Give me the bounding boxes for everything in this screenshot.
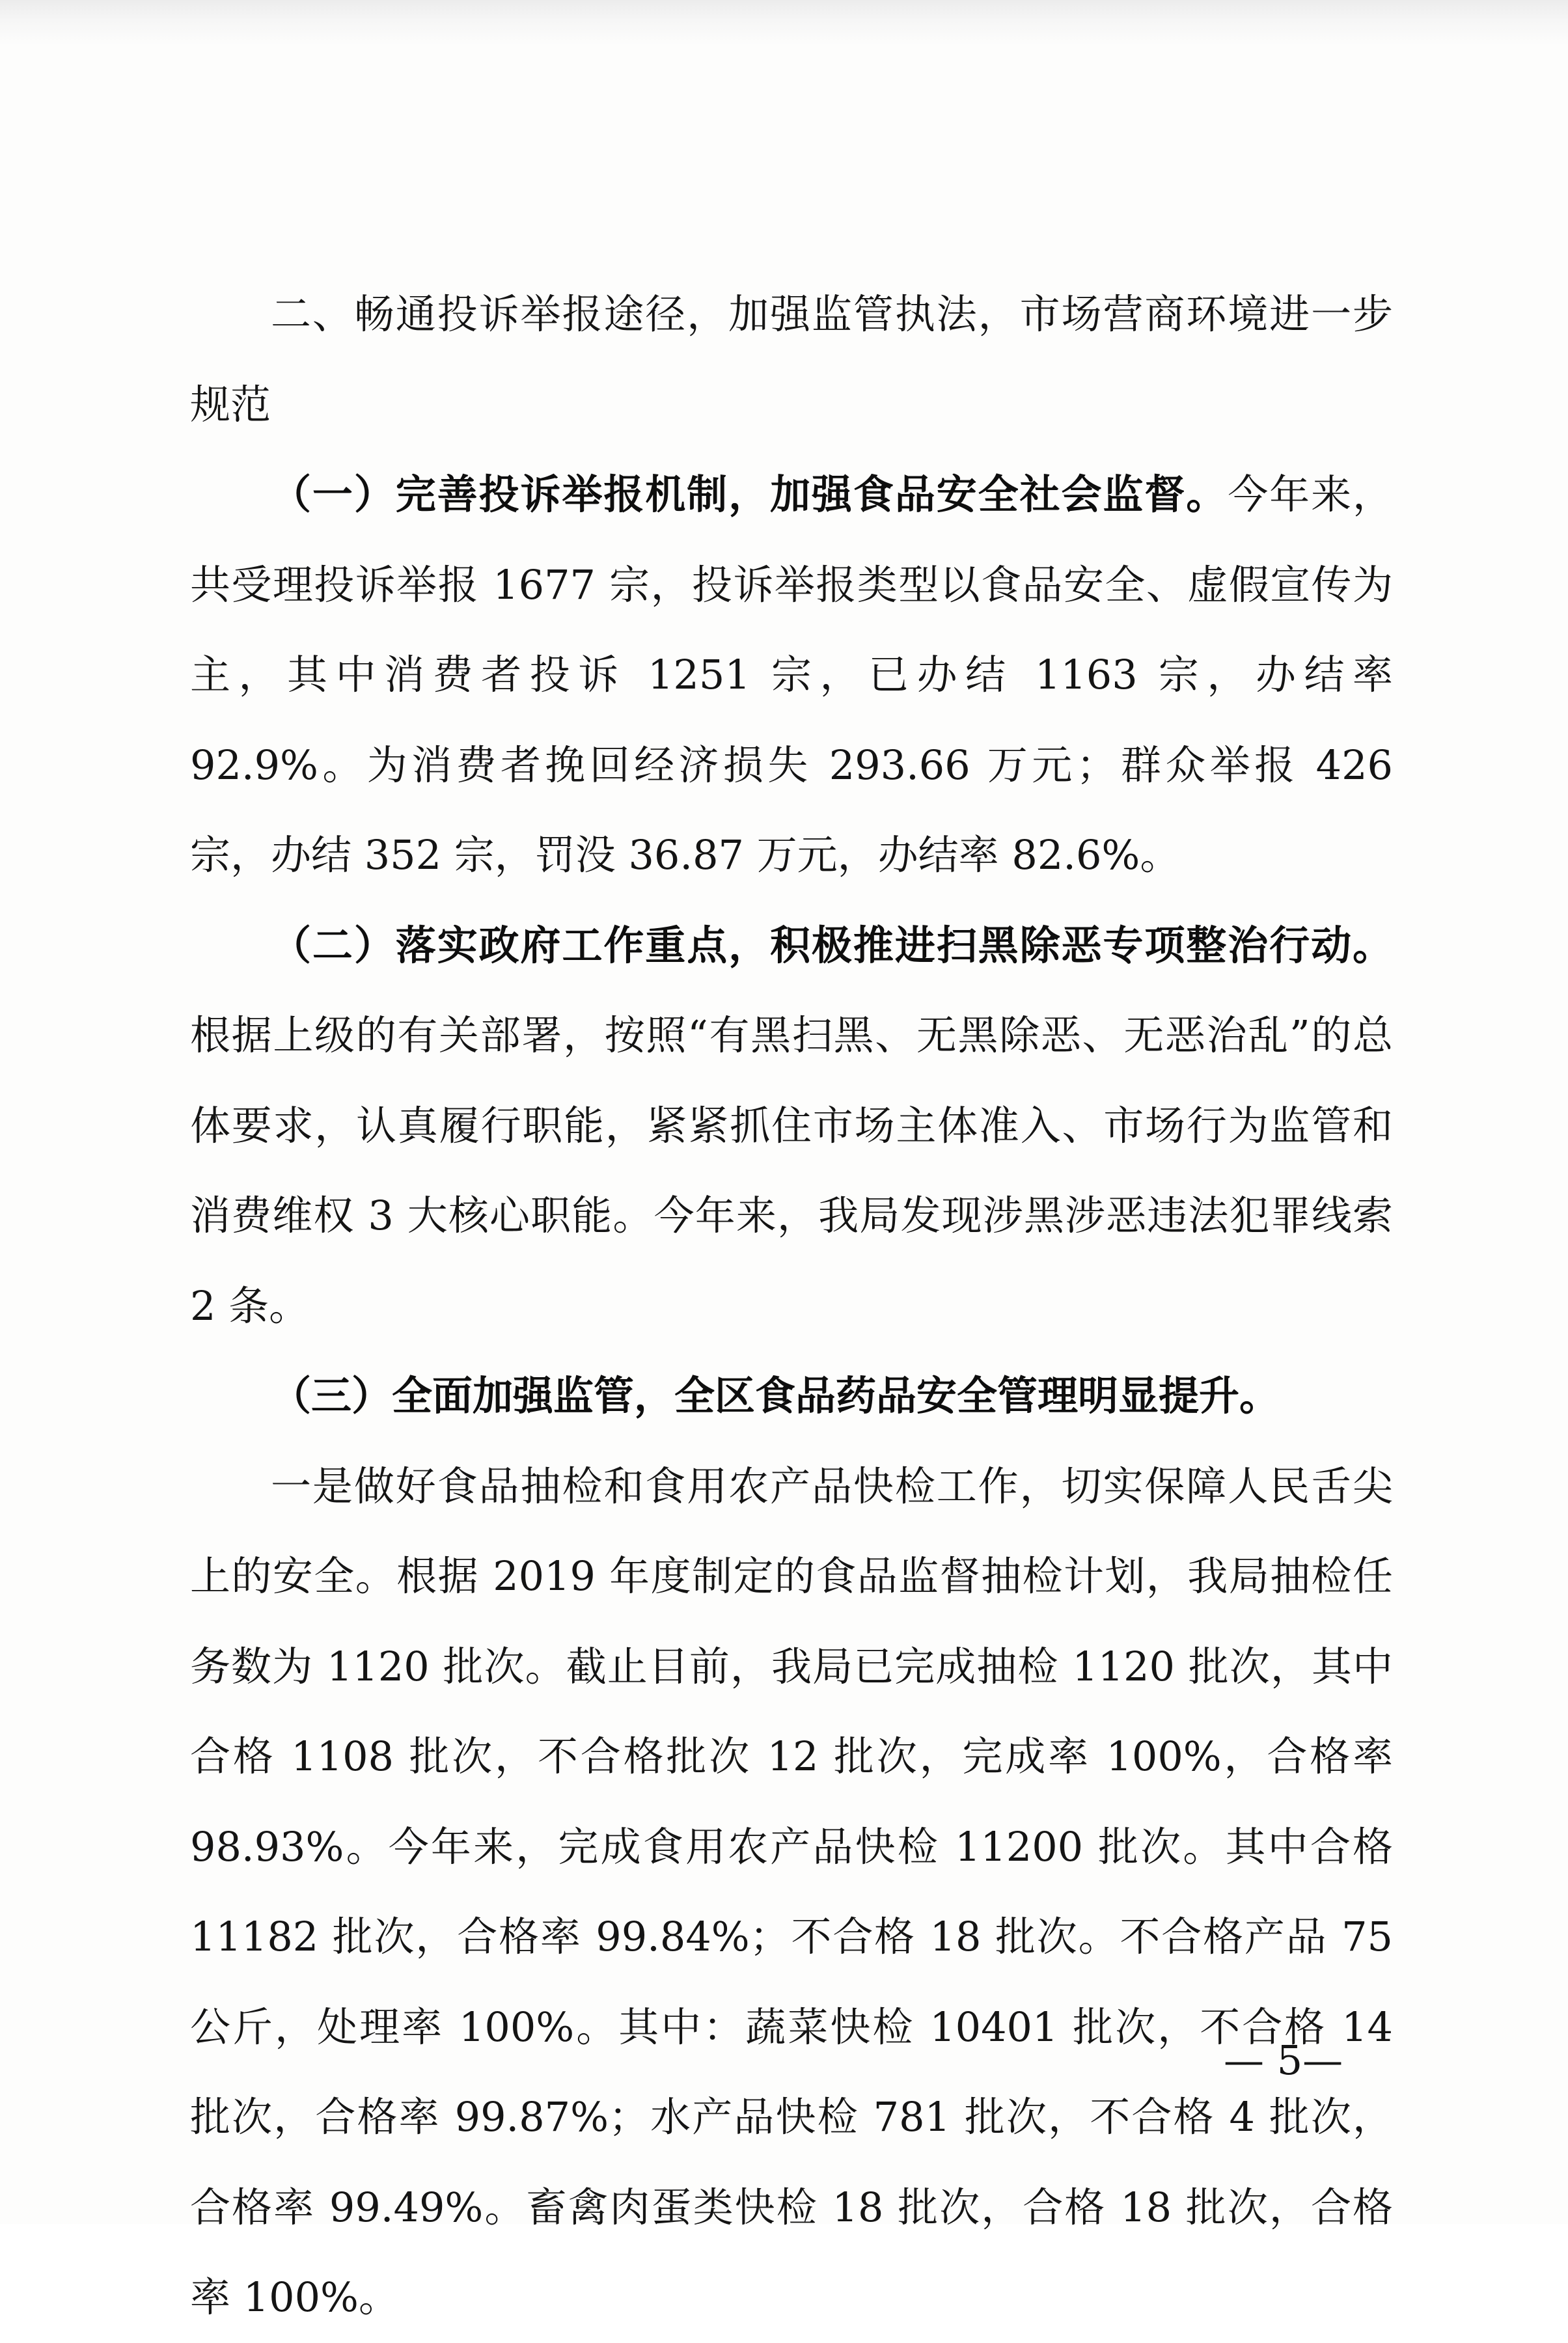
document-body [190, 269, 1393, 2343]
paragraph-4 [190, 1442, 1393, 2343]
scan-shadow-edge [0, 0, 1568, 46]
section-heading: 二、畅通投诉举报途径，加强监管执法，市场营商环境进一步规范 [190, 290, 1393, 428]
paragraph-3-heading: （三）全面加强监管，全区食品药品安全管理明显提升。 [271, 1372, 1280, 1419]
paragraph-3 [190, 1351, 1393, 1442]
paragraph-1 [190, 450, 1393, 901]
paragraph-2-body: 根据上级的有关部署，按照“有黑扫黑、无黑除恶、无恶治乱”的总体要求，认真履行职能，紧紧抓住市场主体准入、市场行为监管和消费维权 3 大核心职能。今年来，我局发现涉黑涉恶违法犯罪线索 2 条。 [190, 1011, 1393, 1330]
paragraph-2-heading: （二）落实政府工作重点，积极推进扫黑除恶专项整治行动。 [271, 921, 1393, 969]
paragraph-4-body: 一是做好食品抽检和食用农产品快检工作，切实保障人民舌尖上的安全。根据 2019 年度制定的食品监督抽检计划，我局抽检任务数为 1120 批次。截止目前，我局已完成抽检 1120 批次，其中合格 1108 批次，不合格批次 12 批次，完成率 100%，合格率 98.93%。今年来，完成食用农产品快检 11200 批次。其中合格 11182 批次，合格率 99.84%；不合格 18 批次。不合格产品 75 公斤，处理率 100%。其中：蔬菜快检 10401 批次，不合格 14 批次，合格率 99.87%；水产品快检 781 批次，不合格 4 批次，合格率 99.49%。畜禽肉蛋类快检 18 批次，合格 18 批次，合格率 100%。 [190, 1462, 1393, 2321]
page-number: — 5— [1224, 2036, 1343, 2084]
paragraph-1-heading: （一）完善投诉举报机制，加强食品安全社会监督。 [271, 471, 1228, 518]
paragraph-2 [190, 901, 1393, 1352]
paragraph-1-body: 今年来，共受理投诉举报 1677 宗，投诉举报类型以食品安全、虚假宣传为主，其中消费者投诉 1251 宗，已办结 1163 宗，办结率 92.9%。为消费者挽回经济损失 293.66 万元；群众举报 426 宗，办结 352 宗，罚没 36.87 万元，办结率 82.6%。 [190, 471, 1393, 879]
